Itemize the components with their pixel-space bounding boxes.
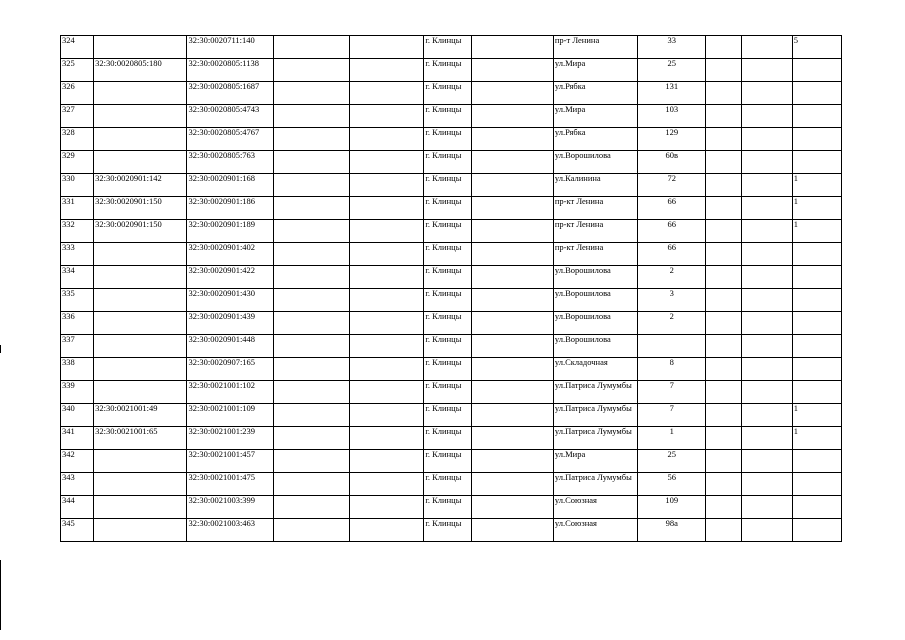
cell-empty — [350, 381, 424, 404]
cell-house: 103 — [638, 105, 706, 128]
cell-empty — [471, 82, 553, 105]
cell-parcel-number — [94, 243, 187, 266]
cell-note: 5 — [792, 36, 841, 59]
cell-empty — [350, 174, 424, 197]
cell-empty — [350, 105, 424, 128]
cell-empty — [741, 266, 792, 289]
cell-empty — [706, 266, 741, 289]
cell-house: 7 — [638, 404, 706, 427]
cell-street: пр-кт Ленина — [553, 197, 637, 220]
cell-empty — [706, 128, 741, 151]
cell-cadastral-number: 32:30:0020805:763 — [187, 151, 273, 174]
cell-number: 326 — [61, 82, 94, 105]
cell-empty — [471, 381, 553, 404]
cell-cadastral-number: 32:30:0021001:475 — [187, 473, 273, 496]
cell-note: 1 — [792, 404, 841, 427]
cell-cadastral-number: 32:30:0020711:140 — [187, 36, 273, 59]
cell-note — [792, 243, 841, 266]
cell-empty — [350, 404, 424, 427]
cell-empty — [706, 335, 741, 358]
cell-note — [792, 289, 841, 312]
cell-city: г. Клинцы — [424, 358, 471, 381]
cell-empty — [471, 335, 553, 358]
cell-empty — [350, 82, 424, 105]
cell-note: 1 — [792, 197, 841, 220]
cell-note: 1 — [792, 427, 841, 450]
cell-empty — [273, 473, 349, 496]
cell-empty — [741, 427, 792, 450]
cell-empty — [471, 496, 553, 519]
table-row — [61, 105, 842, 128]
cell-house: 129 — [638, 128, 706, 151]
cell-note — [792, 381, 841, 404]
cell-number: 333 — [61, 243, 94, 266]
cell-street: ул.Ворошилова — [553, 266, 637, 289]
scan-edge-mark — [0, 345, 1, 353]
cell-number: 336 — [61, 312, 94, 335]
cell-empty — [471, 266, 553, 289]
table-row — [61, 82, 842, 105]
cell-empty — [706, 105, 741, 128]
cell-empty — [741, 496, 792, 519]
cell-city: г. Клинцы — [424, 243, 471, 266]
cell-empty — [471, 151, 553, 174]
cell-number: 330 — [61, 174, 94, 197]
table-row — [61, 220, 842, 243]
cell-house: 25 — [638, 59, 706, 82]
cell-empty — [471, 358, 553, 381]
cell-house: 2 — [638, 266, 706, 289]
cell-cadastral-number: 32:30:0021001:457 — [187, 450, 273, 473]
cell-house: 7 — [638, 381, 706, 404]
cell-parcel-number: 32:30:0020805:180 — [94, 59, 187, 82]
table-row — [61, 404, 842, 427]
cell-street: ул.Союзная — [553, 496, 637, 519]
cell-empty — [471, 220, 553, 243]
cell-empty — [471, 450, 553, 473]
cell-cadastral-number: 32:30:0020901:422 — [187, 266, 273, 289]
cell-cadastral-number: 32:30:0021003:399 — [187, 496, 273, 519]
cell-empty — [706, 404, 741, 427]
cell-parcel-number: 32:30:0021001:65 — [94, 427, 187, 450]
cell-street: пр-т Ленина — [553, 36, 637, 59]
table-row — [61, 358, 842, 381]
cell-empty — [350, 151, 424, 174]
cell-city: г. Клинцы — [424, 36, 471, 59]
cell-parcel-number — [94, 312, 187, 335]
cell-city: г. Клинцы — [424, 128, 471, 151]
cell-cadastral-number: 32:30:0021003:463 — [187, 519, 273, 542]
cell-note — [792, 335, 841, 358]
cell-house — [638, 335, 706, 358]
cell-note: 1 — [792, 174, 841, 197]
cell-empty — [471, 36, 553, 59]
cell-note — [792, 59, 841, 82]
cell-house: 66 — [638, 220, 706, 243]
cell-parcel-number — [94, 289, 187, 312]
cell-empty — [273, 220, 349, 243]
cell-city: г. Клинцы — [424, 496, 471, 519]
cell-parcel-number — [94, 36, 187, 59]
table-row — [61, 128, 842, 151]
cell-empty — [741, 128, 792, 151]
cell-city: г. Клинцы — [424, 59, 471, 82]
cell-empty — [273, 427, 349, 450]
cell-house: 25 — [638, 450, 706, 473]
cell-empty — [350, 358, 424, 381]
cell-empty — [350, 243, 424, 266]
cell-house: 131 — [638, 82, 706, 105]
cell-cadastral-number: 32:30:0021001:239 — [187, 427, 273, 450]
cell-empty — [471, 312, 553, 335]
cell-parcel-number — [94, 82, 187, 105]
cell-parcel-number — [94, 266, 187, 289]
cell-cadastral-number: 32:30:0020805:1687 — [187, 82, 273, 105]
cell-empty — [741, 243, 792, 266]
cell-city: г. Клинцы — [424, 82, 471, 105]
cell-empty — [273, 404, 349, 427]
cell-house: 3 — [638, 289, 706, 312]
table-row — [61, 450, 842, 473]
cell-empty — [350, 197, 424, 220]
cell-empty — [350, 496, 424, 519]
cell-house: 2 — [638, 312, 706, 335]
cell-street: ул.Патриса Лумумбы — [553, 473, 637, 496]
cell-empty — [273, 519, 349, 542]
cell-house: 66 — [638, 197, 706, 220]
cell-parcel-number — [94, 473, 187, 496]
cell-city: г. Клинцы — [424, 312, 471, 335]
cell-empty — [350, 289, 424, 312]
cell-city: г. Клинцы — [424, 197, 471, 220]
cell-empty — [273, 128, 349, 151]
cell-note — [792, 105, 841, 128]
cell-house: 8 — [638, 358, 706, 381]
cell-city: г. Клинцы — [424, 266, 471, 289]
cell-empty — [471, 105, 553, 128]
cell-house: 56 — [638, 473, 706, 496]
cell-number: 342 — [61, 450, 94, 473]
cell-number: 337 — [61, 335, 94, 358]
cell-empty — [741, 82, 792, 105]
cell-parcel-number — [94, 519, 187, 542]
table-row — [61, 312, 842, 335]
cell-house: 109 — [638, 496, 706, 519]
cell-number: 325 — [61, 59, 94, 82]
table-row — [61, 473, 842, 496]
cell-empty — [741, 312, 792, 335]
cell-note — [792, 496, 841, 519]
cell-empty — [273, 105, 349, 128]
cell-empty — [273, 335, 349, 358]
cell-cadastral-number: 32:30:0020901:439 — [187, 312, 273, 335]
cell-parcel-number — [94, 151, 187, 174]
cell-number: 331 — [61, 197, 94, 220]
cell-number: 341 — [61, 427, 94, 450]
cell-city: г. Клинцы — [424, 220, 471, 243]
cell-empty — [350, 312, 424, 335]
cell-street: ул.Патриса Лумумбы — [553, 427, 637, 450]
cell-empty — [273, 82, 349, 105]
cell-empty — [706, 473, 741, 496]
cell-house: 98а — [638, 519, 706, 542]
cell-cadastral-number: 32:30:0020901:189 — [187, 220, 273, 243]
cell-empty — [471, 289, 553, 312]
cell-number: 328 — [61, 128, 94, 151]
cell-number: 324 — [61, 36, 94, 59]
cell-empty — [350, 266, 424, 289]
cell-street: пр-кт Ленина — [553, 243, 637, 266]
cell-empty — [741, 36, 792, 59]
cell-note: 1 — [792, 220, 841, 243]
cell-empty — [741, 59, 792, 82]
cell-empty — [706, 427, 741, 450]
cell-empty — [273, 243, 349, 266]
cell-empty — [706, 151, 741, 174]
cell-empty — [471, 473, 553, 496]
cell-empty — [471, 404, 553, 427]
cell-empty — [741, 404, 792, 427]
cell-empty — [471, 59, 553, 82]
cell-empty — [471, 128, 553, 151]
cell-note — [792, 473, 841, 496]
cell-parcel-number — [94, 496, 187, 519]
cell-empty — [706, 496, 741, 519]
cell-city: г. Клинцы — [424, 519, 471, 542]
cell-empty — [471, 174, 553, 197]
cell-city: г. Клинцы — [424, 289, 471, 312]
table-row — [61, 381, 842, 404]
cell-empty — [350, 128, 424, 151]
cell-parcel-number: 32:30:0021001:49 — [94, 404, 187, 427]
cell-empty — [350, 519, 424, 542]
cell-number: 345 — [61, 519, 94, 542]
cell-street: ул.Ворошилова — [553, 151, 637, 174]
cell-note — [792, 128, 841, 151]
cell-empty — [273, 174, 349, 197]
cell-empty — [706, 59, 741, 82]
cell-parcel-number — [94, 450, 187, 473]
cell-empty — [273, 496, 349, 519]
registry-table — [60, 35, 842, 542]
cell-parcel-number — [94, 335, 187, 358]
cell-empty — [706, 220, 741, 243]
cell-parcel-number: 32:30:0020901:150 — [94, 220, 187, 243]
cell-empty — [350, 450, 424, 473]
cell-empty — [706, 174, 741, 197]
table-row — [61, 174, 842, 197]
cell-note — [792, 82, 841, 105]
table-row — [61, 519, 842, 542]
cell-city: г. Клинцы — [424, 381, 471, 404]
cell-cadastral-number: 32:30:0020901:430 — [187, 289, 273, 312]
cell-street: ул.Складочная — [553, 358, 637, 381]
cell-number: 339 — [61, 381, 94, 404]
cell-house: 72 — [638, 174, 706, 197]
cell-cadastral-number: 32:30:0021001:109 — [187, 404, 273, 427]
cell-empty — [741, 105, 792, 128]
cell-number: 338 — [61, 358, 94, 381]
cell-cadastral-number: 32:30:0020907:165 — [187, 358, 273, 381]
cell-empty — [350, 220, 424, 243]
cell-street: ул.Калинина — [553, 174, 637, 197]
table-row — [61, 496, 842, 519]
scan-edge-mark — [0, 560, 1, 630]
cell-house: 60в — [638, 151, 706, 174]
cell-empty — [471, 197, 553, 220]
cell-city: г. Клинцы — [424, 450, 471, 473]
cell-street: ул.Рябка — [553, 82, 637, 105]
cell-note — [792, 151, 841, 174]
cell-street: ул.Ворошилова — [553, 289, 637, 312]
cell-city: г. Клинцы — [424, 404, 471, 427]
cell-empty — [273, 197, 349, 220]
cell-cadastral-number: 32:30:0020901:402 — [187, 243, 273, 266]
cell-street: ул.Мира — [553, 105, 637, 128]
cell-house: 1 — [638, 427, 706, 450]
cell-number: 335 — [61, 289, 94, 312]
cell-city: г. Клинцы — [424, 427, 471, 450]
cell-cadastral-number: 32:30:0020805:1138 — [187, 59, 273, 82]
table-row — [61, 36, 842, 59]
cell-street: ул.Ворошилова — [553, 312, 637, 335]
table-row — [61, 427, 842, 450]
cell-empty — [706, 289, 741, 312]
cell-empty — [273, 59, 349, 82]
cell-street: ул.Ворошилова — [553, 335, 637, 358]
table-row — [61, 289, 842, 312]
cell-empty — [350, 427, 424, 450]
cell-number: 332 — [61, 220, 94, 243]
cell-note — [792, 450, 841, 473]
cell-number: 334 — [61, 266, 94, 289]
cell-city: г. Клинцы — [424, 335, 471, 358]
cell-empty — [741, 174, 792, 197]
cell-street: ул.Патриса Лумумбы — [553, 404, 637, 427]
registry-table-body — [61, 36, 842, 542]
cell-cadastral-number: 32:30:0020805:4743 — [187, 105, 273, 128]
cell-note — [792, 312, 841, 335]
cell-empty — [471, 519, 553, 542]
cell-city: г. Клинцы — [424, 174, 471, 197]
cell-note — [792, 358, 841, 381]
cell-empty — [706, 243, 741, 266]
cell-empty — [471, 427, 553, 450]
cell-empty — [350, 473, 424, 496]
table-row — [61, 59, 842, 82]
cell-empty — [741, 197, 792, 220]
cell-empty — [273, 289, 349, 312]
table-row — [61, 266, 842, 289]
cell-parcel-number — [94, 358, 187, 381]
cell-empty — [706, 450, 741, 473]
cell-empty — [706, 519, 741, 542]
cell-empty — [273, 36, 349, 59]
cell-empty — [741, 519, 792, 542]
cell-cadastral-number: 32:30:0020805:4767 — [187, 128, 273, 151]
cell-empty — [741, 289, 792, 312]
cell-empty — [706, 82, 741, 105]
cell-empty — [741, 335, 792, 358]
cell-empty — [741, 220, 792, 243]
cell-empty — [706, 358, 741, 381]
cell-street: ул.Союзная — [553, 519, 637, 542]
cell-cadastral-number: 32:30:0020901:186 — [187, 197, 273, 220]
cell-street: пр-кт Ленина — [553, 220, 637, 243]
cell-city: г. Клинцы — [424, 105, 471, 128]
cell-empty — [741, 381, 792, 404]
table-row — [61, 151, 842, 174]
cell-street: ул.Рябка — [553, 128, 637, 151]
cell-empty — [273, 450, 349, 473]
cell-number: 327 — [61, 105, 94, 128]
cell-number: 344 — [61, 496, 94, 519]
cell-note — [792, 519, 841, 542]
cell-empty — [741, 358, 792, 381]
cell-empty — [273, 358, 349, 381]
cell-empty — [350, 59, 424, 82]
cell-empty — [706, 312, 741, 335]
cell-note — [792, 266, 841, 289]
cell-street: ул.Мира — [553, 59, 637, 82]
cell-parcel-number — [94, 105, 187, 128]
cell-parcel-number — [94, 128, 187, 151]
cell-empty — [706, 381, 741, 404]
cell-cadastral-number: 32:30:0020901:448 — [187, 335, 273, 358]
cell-parcel-number — [94, 381, 187, 404]
cell-empty — [741, 473, 792, 496]
cell-street: ул.Мира — [553, 450, 637, 473]
table-row — [61, 197, 842, 220]
cell-empty — [273, 266, 349, 289]
cell-number: 329 — [61, 151, 94, 174]
cell-city: г. Клинцы — [424, 151, 471, 174]
cell-parcel-number: 32:30:0020901:150 — [94, 197, 187, 220]
cell-parcel-number: 32:30:0020901:142 — [94, 174, 187, 197]
cell-empty — [273, 312, 349, 335]
cell-house: 33 — [638, 36, 706, 59]
cell-empty — [273, 151, 349, 174]
cell-number: 340 — [61, 404, 94, 427]
cell-empty — [706, 197, 741, 220]
cell-number: 343 — [61, 473, 94, 496]
cell-empty — [741, 151, 792, 174]
cell-cadastral-number: 32:30:0020901:168 — [187, 174, 273, 197]
cell-empty — [471, 243, 553, 266]
table-row — [61, 243, 842, 266]
cell-empty — [350, 36, 424, 59]
cell-cadastral-number: 32:30:0021001:102 — [187, 381, 273, 404]
cell-empty — [350, 335, 424, 358]
table-row — [61, 335, 842, 358]
cell-street: ул.Патриса Лумумбы — [553, 381, 637, 404]
cell-empty — [741, 450, 792, 473]
cell-empty — [273, 381, 349, 404]
cell-city: г. Клинцы — [424, 473, 471, 496]
cell-house: 66 — [638, 243, 706, 266]
cell-empty — [706, 36, 741, 59]
